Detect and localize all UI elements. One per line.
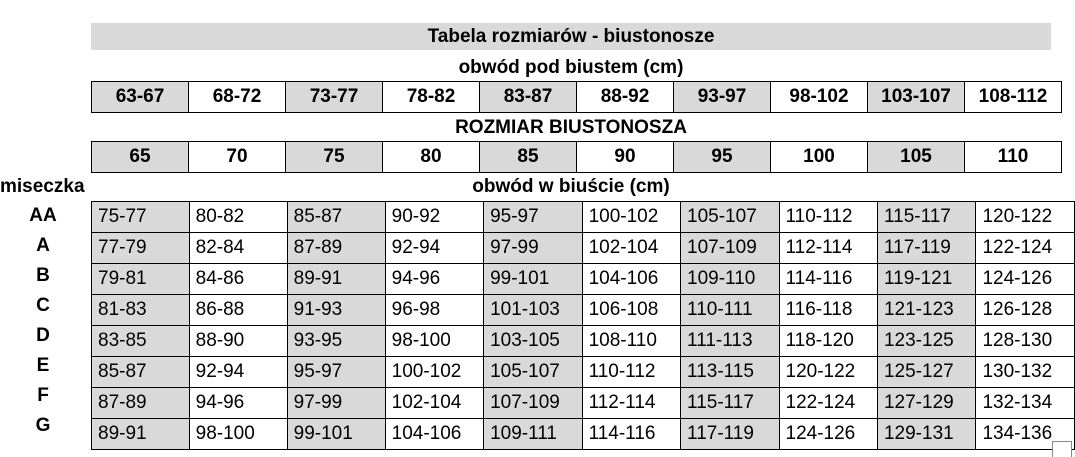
bust-cell: 103-105 (484, 326, 582, 357)
size-label: ROZMIAR BIUSTONOSZA (455, 117, 687, 138)
bust-cell: 75-77 (92, 202, 190, 233)
bust-cell: 119-121 (877, 264, 975, 295)
bust-cell: 99-101 (484, 264, 582, 295)
resize-handle[interactable] (1052, 441, 1072, 457)
underbust-cell: 88-92 (577, 82, 674, 113)
bust-cell: 104-106 (385, 419, 483, 450)
bust-cell: 122-124 (976, 233, 1075, 264)
bust-cell: 112-114 (779, 233, 877, 264)
bust-cell: 94-96 (189, 388, 287, 419)
bust-cell: 88-90 (189, 326, 287, 357)
cup-row-label: G (35, 415, 51, 436)
cup-row-label: F (37, 385, 49, 406)
bust-cell: 118-120 (779, 326, 877, 357)
bust-cell: 107-109 (681, 233, 779, 264)
bust-cell: 108-110 (582, 326, 680, 357)
bust-cell: 93-95 (287, 326, 385, 357)
bust-cell: 85-87 (287, 202, 385, 233)
bust-cell: 81-83 (92, 295, 190, 326)
underbust-cell: 93-97 (674, 82, 771, 113)
bust-cell: 102-104 (582, 233, 680, 264)
bust-cell: 79-81 (92, 264, 190, 295)
bust-cell: 115-117 (681, 388, 779, 419)
table-row (92, 264, 1075, 295)
table-row (92, 295, 1075, 326)
bust-cell: 122-124 (779, 388, 877, 419)
bust-cell: 125-127 (877, 357, 975, 388)
bust-cell: 80-82 (189, 202, 287, 233)
underbust-cell: 108-112 (965, 82, 1062, 113)
bust-cell: 98-100 (385, 326, 483, 357)
bust-cell: 109-111 (484, 419, 582, 450)
bust-cell: 113-115 (681, 357, 779, 388)
bust-cell: 102-104 (385, 388, 483, 419)
bust-cell: 116-118 (779, 295, 877, 326)
band-size-cell: 85 (480, 142, 577, 173)
bust-cell: 123-125 (877, 326, 975, 357)
underbust-cell: 103-107 (868, 82, 965, 113)
bust-cell: 100-102 (385, 357, 483, 388)
underbust-cell: 78-82 (383, 82, 480, 113)
bust-cell: 109-110 (681, 264, 779, 295)
bust-cell: 92-94 (385, 233, 483, 264)
underbust-label: obwód pod biustem (cm) (458, 57, 684, 78)
bust-cell: 132-134 (976, 388, 1075, 419)
underbust-cell: 68-72 (189, 82, 286, 113)
band-size-cell: 105 (868, 142, 965, 173)
underbust-cell: 63-67 (92, 82, 189, 113)
bust-cell: 101-103 (484, 295, 582, 326)
band-size-cell: 75 (286, 142, 383, 173)
bust-cell: 84-86 (189, 264, 287, 295)
bust-cell: 91-93 (287, 295, 385, 326)
bust-grid (91, 201, 1075, 450)
bust-cell: 129-131 (877, 419, 975, 450)
underbust-cell: 83-87 (480, 82, 577, 113)
bust-cell: 114-116 (582, 419, 680, 450)
bust-cell: 77-79 (92, 233, 190, 264)
underbust-cell: 73-77 (286, 82, 383, 113)
bust-cell: 98-100 (189, 419, 287, 450)
band-size-cell: 90 (577, 142, 674, 173)
bust-cell: 94-96 (385, 264, 483, 295)
bust-cell: 112-114 (582, 388, 680, 419)
bust-cell: 89-91 (287, 264, 385, 295)
cup-row-label: B (36, 265, 50, 286)
band-size-cell: 110 (965, 142, 1062, 173)
bust-cell: 126-128 (976, 295, 1075, 326)
cup-row-label: D (36, 325, 50, 346)
bust-cell: 127-129 (877, 388, 975, 419)
bust-cell: 134-136 (976, 419, 1075, 450)
bust-cell: 97-99 (287, 388, 385, 419)
underbust-cell: 98-102 (771, 82, 868, 113)
bust-cell: 114-116 (779, 264, 877, 295)
bust-cell: 110-112 (582, 357, 680, 388)
cup-row-label: E (36, 355, 50, 376)
bust-cell: 124-126 (976, 264, 1075, 295)
bust-cell: 117-119 (681, 419, 779, 450)
bust-cell: 111-113 (681, 326, 779, 357)
band-size-cell: 100 (771, 142, 868, 173)
bust-label: obwód w biuście (cm) (472, 176, 670, 197)
bust-cell: 95-97 (484, 202, 582, 233)
bust-cell: 92-94 (189, 357, 287, 388)
table-row (92, 419, 1075, 450)
bust-cell: 120-122 (779, 357, 877, 388)
bust-cell: 99-101 (287, 419, 385, 450)
underbust-row (91, 81, 1062, 113)
cup-row-label: C (36, 295, 50, 316)
bust-cell: 104-106 (582, 264, 680, 295)
bust-cell: 100-102 (582, 202, 680, 233)
bust-cell: 128-130 (976, 326, 1075, 357)
table-row (92, 388, 1075, 419)
bust-cell: 120-122 (976, 202, 1075, 233)
bust-cell: 130-132 (976, 357, 1075, 388)
band-size-cell: 80 (383, 142, 480, 173)
bust-cell: 110-112 (779, 202, 877, 233)
cup-row-label: A (36, 235, 50, 256)
bust-cell: 106-108 (582, 295, 680, 326)
table-row (92, 233, 1075, 264)
table-row (92, 357, 1075, 388)
band-size-cell: 95 (674, 142, 771, 173)
bust-cell: 96-98 (385, 295, 483, 326)
bust-cell: 85-87 (92, 357, 190, 388)
bust-cell: 82-84 (189, 233, 287, 264)
bust-cell: 117-119 (877, 233, 975, 264)
bust-cell: 110-111 (681, 295, 779, 326)
table-row (92, 202, 1075, 233)
table-title: Tabela rozmiarów - biustonosze (91, 23, 1051, 50)
bust-cell: 87-89 (92, 388, 190, 419)
band-size-row (91, 141, 1062, 173)
bust-cell: 83-85 (92, 326, 190, 357)
bust-cell: 90-92 (385, 202, 483, 233)
bust-cell: 86-88 (189, 295, 287, 326)
bust-cell: 97-99 (484, 233, 582, 264)
cup-header: miseczka (0, 176, 85, 197)
cup-row-label: AA (29, 205, 57, 226)
bust-cell: 124-126 (779, 419, 877, 450)
bust-cell: 105-107 (681, 202, 779, 233)
bust-cell: 105-107 (484, 357, 582, 388)
bust-cell: 89-91 (92, 419, 190, 450)
bust-cell: 87-89 (287, 233, 385, 264)
bust-cell: 115-117 (877, 202, 975, 233)
bust-cell: 95-97 (287, 357, 385, 388)
table-row (92, 326, 1075, 357)
band-size-cell: 65 (92, 142, 189, 173)
bust-cell: 121-123 (877, 295, 975, 326)
band-size-cell: 70 (189, 142, 286, 173)
bust-cell: 107-109 (484, 388, 582, 419)
